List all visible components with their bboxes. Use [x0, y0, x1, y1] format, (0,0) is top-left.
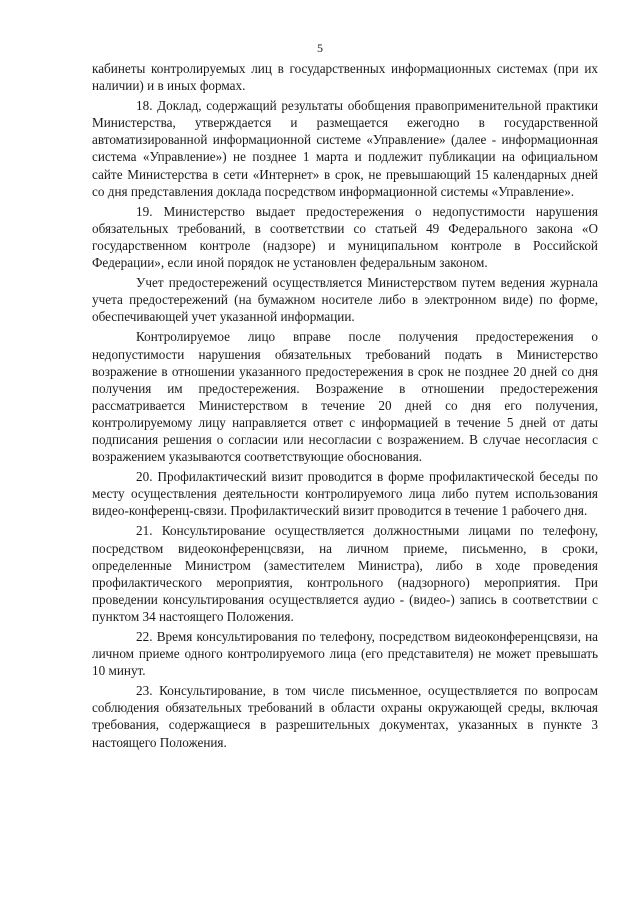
page-number: 5	[317, 41, 323, 55]
paragraph-22: 22. Время консультирования по телефону, посредством видеоконференцсвязи, на личном приеме одного контролируемого лица (его представителя) не может превышать 10 минут.	[92, 629, 598, 679]
paragraph-continuation: кабинеты контролируемых лиц в государственных информационных системах (при их наличии) и в иных формах.	[92, 61, 598, 94]
paragraph-21: 21. Консультирование осуществляется должностными лицами по телефону, посредством видеоконференцсвязи, на личном приеме, письменно, в сроки, определенные Министром (заместителем Министра), либо в ходе проведения профилактического мероприятия, контрольного (надзорного) мероприятия. При проведении консультирования осуществляется аудио - (видео-) запись в соответствии с пунктом 34 настоящего Положения.	[92, 523, 598, 624]
paragraph-19-objection: Контролируемое лицо вправе после получения предостережения о недопустимости нарушения обязательных требований подать в Министерство возражение в отношении указанного предостережения в срок не позднее 20 дней со дня получения им предостережения. Возражение в отношении предостережения рассматривается Министерством в течение 20 дней со дня его получения, контролируемому лицу направляется ответ с информацией в течение 5 дней от даты подписания решения о согласии или несогласии с возражением. В случае несогласия с возражением указываются соответствующие обоснования.	[92, 329, 598, 465]
paragraph-19: 19. Министерство выдает предостережения о недопустимости нарушения обязательных требований, в соответствии со статьей 49 Федерального закона «О государственном контроле (надзоре) и муниципальном контроле в Российской Федерации», если иной порядок не установлен федеральным законом.	[92, 203, 598, 271]
document-body	[92, 60, 598, 754]
paragraph-20: 20. Профилактический визит проводится в форме профилактической беседы по месту осуществления деятельности контролируемого лица либо путем использования видео-конференц-связи. Профилактический визит проводится в течение 1 рабочего дня.	[92, 469, 598, 519]
paragraph-18: 18. Доклад, содержащий результаты обобщения правоприменительной практики Министерства, утверждается и размещается ежегодно в государственной автоматизированной информационной системе «Управление» (далее - информационная система «Управление») не позднее 1 марта и подлежит публикации на официальном сайте Министерства в сети «Интернет» в срок, не превышающий 15 календарных дней со дня представления доклада посредством информационной системы «Управление».	[92, 98, 598, 199]
paragraph-19-registry: Учет предостережений осуществляется Министерством путем ведения журнала учета предостережений (на бумажном носителе либо в электронном виде) по форме, обеспечивающей учет указанной информации.	[92, 275, 598, 325]
paragraph-23: 23. Консультирование, в том числе письменное, осуществляется по вопросам соблюдения обязательных требований в области охраны окружающей среды, включая требования, содержащиеся в разрешительных документах, указанных в пункте 3 настоящего Положения.	[92, 683, 598, 750]
